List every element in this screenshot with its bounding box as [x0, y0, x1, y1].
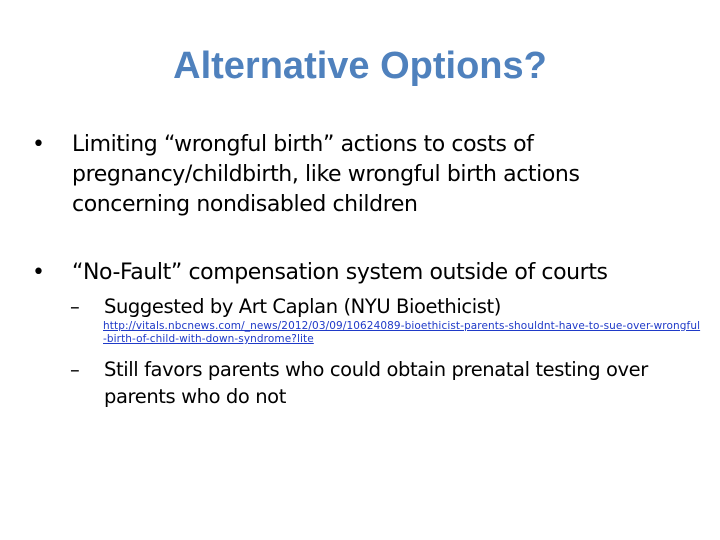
sub-bullet-text: Still favors parents who could obtain prenatal testing over parents who do not: [104, 358, 648, 408]
bullet-item: [30, 130, 700, 220]
sub-bullet-item: [30, 356, 700, 410]
source-link[interactable]: http://vitals.nbcnews.com/_news/2012/03/09/10624089-bioethicist-parents-shouldnt-have-to-sue-over-wrongful-birth-of-child-with-down-syndrome?lite: [103, 320, 701, 345]
slide-body: [30, 130, 700, 410]
bullet-marker: •: [32, 132, 45, 157]
bullet-marker: •: [32, 260, 45, 285]
sub-bullet-marker: –: [70, 295, 80, 318]
bullet-text: “No-Fault” compensation system outside of courts: [72, 260, 608, 285]
bullet-text: Limiting “wrongful birth” actions to costs of pregnancy/childbirth, like wrongful birth actions concerning nondisabled children: [72, 132, 580, 217]
sub-bullet-marker: –: [70, 358, 80, 381]
sub-bullet-text: Suggested by Art Caplan (NYU Bioethicist): [104, 295, 501, 318]
bullet-item: [30, 258, 700, 288]
slide-title: Alternative Options?: [173, 45, 547, 87]
sub-bullet-item: [30, 293, 700, 320]
